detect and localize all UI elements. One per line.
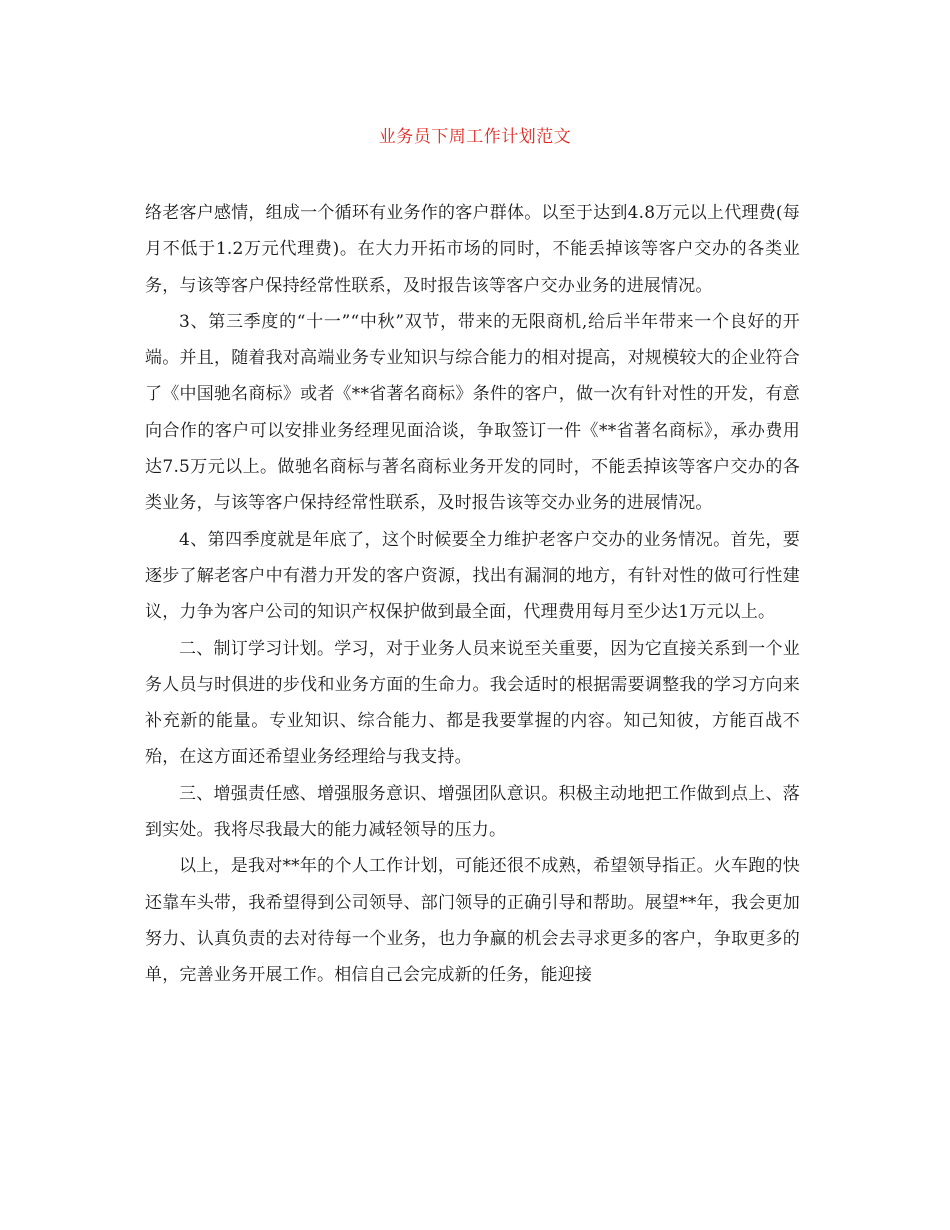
paragraph-responsibility: 三、增强责任感、增强服务意识、增强团队意识。积极主动地把工作做到点上、落到实处。我将尽我最大的能力减轻领导的压力。	[145, 783, 800, 841]
paragraph-conclusion: 以上，是我对**年的个人工作计划，可能还很不成熟，希望领导指正。火车跑的快还靠车头带，我希望得到公司领导、部门领导的正确引导和帮助。展望**年，我会更加努力、认真负责的去对待每一个业务，也力争赢的机会去寻求更多的客户，争取更多的单，完善业务开展工作。相信自己会完成新的任务，能迎接	[145, 856, 800, 986]
paragraph-fourth-quarter: 4、第四季度就是年底了，这个时候要全力维护老客户交办的业务情况。首先，要逐步了解老客户中有潜力开发的客户资源，找出有漏洞的地方，有针对性的做可行性建议，力争为客户公司的知识产权保护做到最全面，代理费用每月至少达1万元以上。	[145, 529, 800, 623]
paragraph-third-quarter: 3、第三季度的“十一”“中秋”双节，带来的无限商机,给后半年带来一个良好的开端。并且，随着我对高端业务专业知识与综合能力的相对提高，对规模较大的企业符合了《中国驰名商标》或者《**省著名商标》条件的客户，做一次有针对性的开发，有意向合作的客户可以安排业务经理见面洽谈，争取签订一件《**省著名商标》，承办费用达7.5万元以上。做驰名商标与著名商标业务开发的同时，不能丢掉该等客户交办的各类业务，与该等客户保持经常性联系，及时报告该等交办业务的进展情况。	[145, 311, 800, 514]
paragraph-study-plan: 二、制订学习计划。学习，对于业务人员来说至关重要，因为它直接关系到一个业务人员与时俱进的步伐和业务方面的生命力。我会适时的根据需要调整我的学习方向来补充新的能量。专业知识、综合能力、都是我要掌握的内容。知己知彼，方能百战不殆，在这方面还希望业务经理给与我支持。	[145, 638, 800, 768]
document-title: 业务员下周工作计划范文	[378, 127, 572, 147]
paragraph-continued: 络老客户感情，组成一个循环有业务作的客户群体。以至于达到4.8万元以上代理费(每月不低于1.2万元代理费)。在大力开拓市场的同时，不能丢掉该等客户交办的各类业务，与该等客户保持经常性联系，及时报告该等客户交办业务的进展情况。	[145, 203, 800, 296]
document-body	[145, 195, 800, 994]
